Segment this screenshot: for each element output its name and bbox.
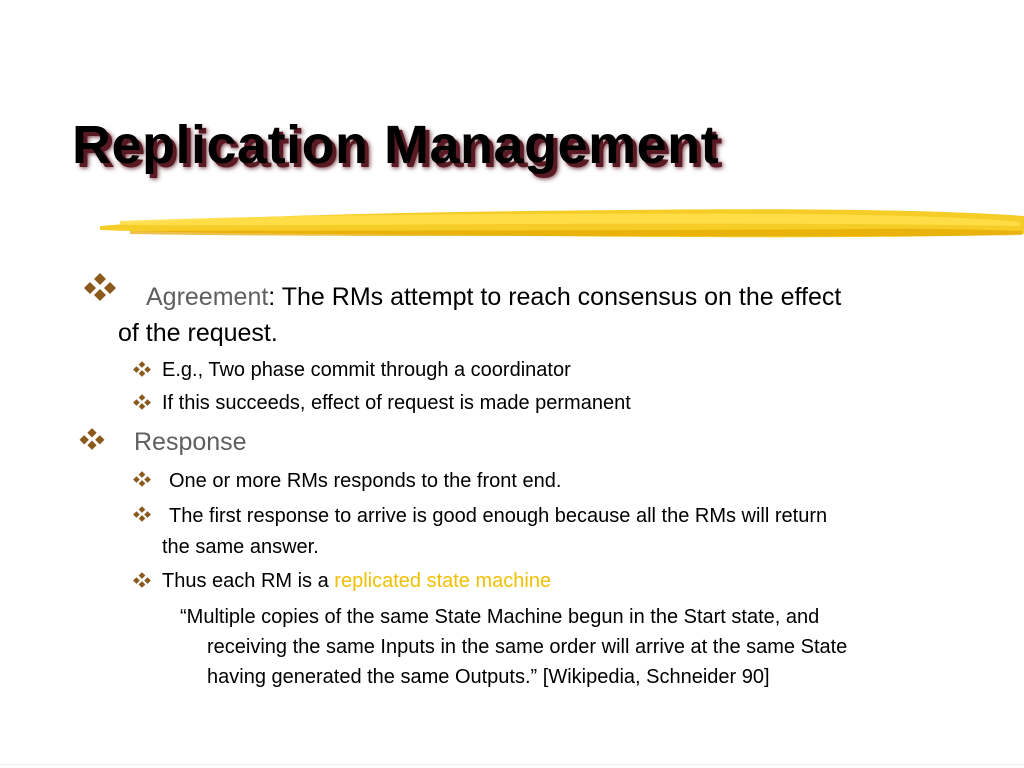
four-diamond-icon [82,272,118,302]
four-diamond-icon [78,427,106,451]
agreement-bullet-line2: of the request. [118,319,278,347]
quote-line-2: receiving the same Inputs in the same order will arrive at the same State [207,636,848,658]
four-diamond-icon [132,571,152,589]
response-term: Response [134,428,247,456]
four-diamond-icon [132,393,152,411]
four-diamond-icon [132,360,152,378]
four-diamond-icon [132,505,152,523]
response-subitem-2-line2: the same answer. [162,536,319,558]
four-diamond-icon [132,470,152,488]
quote-line-3: having generated the same Outputs.” [Wikipedia, Schneider 90] [207,666,770,688]
agreement-subitem-2: If this succeeds, effect of request is made permanent [162,392,631,414]
agreement-bullet-line1 [146,285,841,310]
replicated-state-machine-highlight: replicated state machine [334,570,552,592]
quote-line-1: “Multiple copies of the same State Machine begun in the Start state, and [180,606,820,628]
slide-title: Replication Management [72,115,720,175]
response-subitem-1: One or more RMs responds to the front end. [169,470,562,492]
response-subitem-3 [162,571,551,591]
agreement-text: : The RMs attempt to reach consensus on the effect [268,283,842,311]
slide-bottom-divider [0,764,1024,765]
agreement-subitem-1: E.g., Two phase commit through a coordinator [162,359,571,381]
rsm-prefix: Thus each RM is a [162,570,335,592]
agreement-term: Agreement [146,283,269,311]
title-underline-brush [100,204,1024,244]
response-subitem-2-line1: The first response to arrive is good enough because all the RMs will return [169,505,828,527]
